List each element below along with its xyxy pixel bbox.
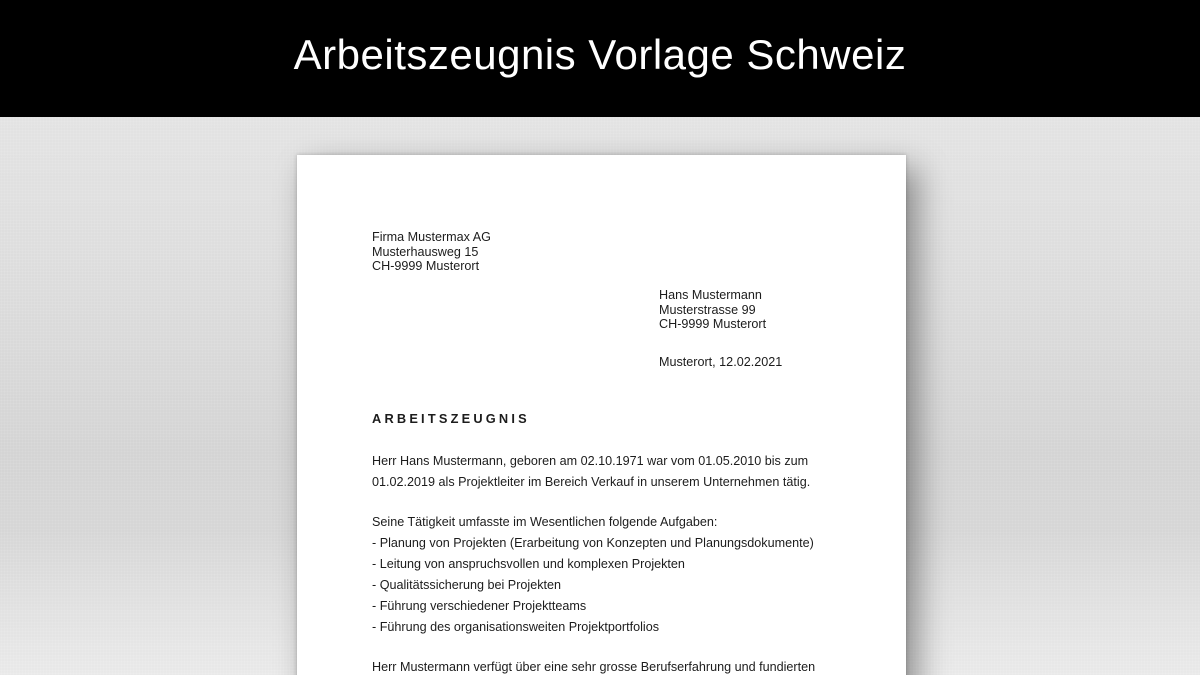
paragraph [372, 451, 836, 493]
text-line: - Qualitätssicherung bei Projekten [372, 578, 562, 592]
text-line: Seine Tätigkeit umfasste im Wesentlichen folgende Aufgaben: [372, 515, 718, 529]
text-line: - Führung des organisationsweiten Projektportfolios [372, 620, 660, 634]
document-title: ARBEITSZEUGNIS [372, 411, 530, 426]
page-title: Arbeitszeugnis Vorlage Schweiz [293, 30, 907, 78]
date-line: Musterort, 12.02.2021 [659, 354, 783, 369]
recipient-address [659, 288, 836, 332]
sender-address-line: Firma Mustermax AG [372, 230, 491, 244]
sender-address-line: Musterhausweg 15 [372, 244, 479, 259]
paragraph [372, 657, 836, 675]
text-line: - Planung von Projekten (Erarbeitung von Konzepten und Planungsdokumente) [372, 536, 814, 550]
text-line: - Leitung von anspruchsvollen und komplexen Projekten [372, 557, 685, 571]
sender-address-line: CH-9999 Musterort [372, 259, 480, 273]
sender-address [372, 230, 836, 274]
text-line: 01.02.2019 als Projektleiter im Bereich Verkauf in unserem Unternehmen tätig. [372, 475, 811, 489]
text-line: Herr Hans Mustermann, geboren am 02.10.1971 war vom 01.05.2010 bis zum [372, 454, 809, 468]
document-area [0, 117, 1200, 675]
text-line: Herr Mustermann verfügt über eine sehr grosse Berufserfahrung und fundierten [372, 660, 816, 674]
letter-document [297, 155, 906, 675]
recipient-address-line: Musterstrasse 99 [659, 302, 756, 317]
text-line: - Führung verschiedener Projektteams [372, 599, 587, 613]
banner [0, 0, 1200, 117]
doc-body [372, 451, 836, 675]
recipient-address-line: Hans Mustermann [659, 288, 762, 302]
paragraph [372, 512, 836, 638]
recipient-address-line: CH-9999 Musterort [659, 317, 767, 331]
